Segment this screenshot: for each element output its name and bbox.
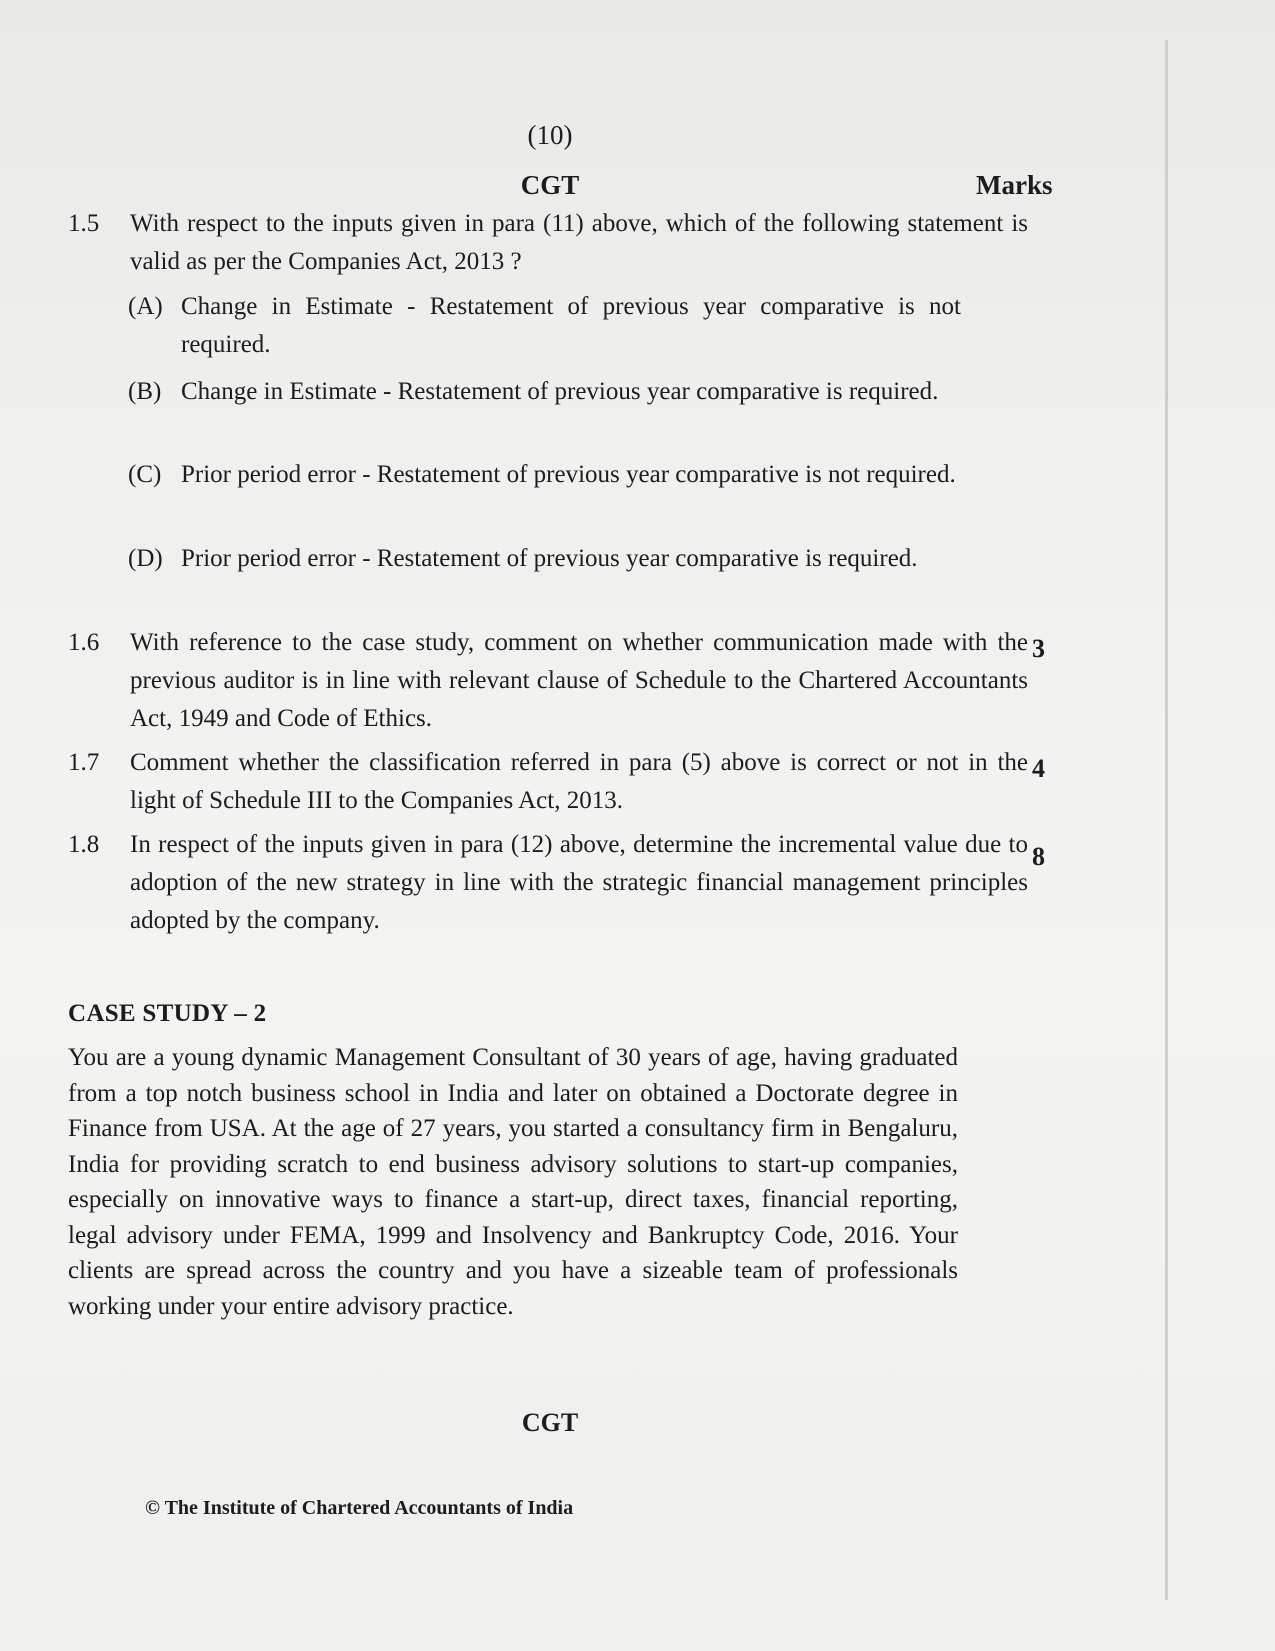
question-text: With respect to the inputs given in para (11) above, which of the following statement is valid as per the Companies Act, 2013 ? xyxy=(130,210,1028,275)
question-number: 1.7 xyxy=(68,749,100,776)
page-edge-shadow xyxy=(1165,40,1168,1600)
option-text: Change in Estimate - Restatement of previous year comparative is not required. xyxy=(181,293,961,358)
option-text: Prior period error - Restatement of previous year comparative is not required. xyxy=(181,461,956,488)
question-marks: 4 xyxy=(1032,754,1045,783)
question-number: 1.6 xyxy=(68,629,100,656)
page-number: (10) xyxy=(527,120,573,150)
paper-code-header: CGT xyxy=(520,170,580,200)
copyright-notice: © The Institute of Chartered Accountants of India xyxy=(145,1497,574,1519)
option-label: (D) xyxy=(128,545,163,572)
option-text: Prior period error - Restatement of previous year comparative is required. xyxy=(181,545,918,572)
question-number: 1.8 xyxy=(68,831,100,858)
marks-column-heading: Marks xyxy=(976,170,1053,200)
question-text: In respect of the inputs given in para (12) above, determine the incremental value due to adoption of the new strategy in line with the strategic financial management principles adopted by the company. xyxy=(130,831,1028,934)
question-marks: 3 xyxy=(1032,634,1045,663)
option-text: Change in Estimate - Restatement of previous year comparative is required. xyxy=(181,378,939,405)
question-number: 1.5 xyxy=(68,210,100,237)
case-study-paragraph: You are a young dynamic Management Consultant of 30 years of age, having graduated from a top notch business school in India and later on obtained a Doctorate degree in Finance from USA. At the age of 27 years, you started a consultancy firm in Bengaluru, India for providing scratch to end business advisory solutions to start-up companies, especially on innovative ways to finance a start-up, direct taxes, financial reporting, legal advisory under FEMA, 1999 and Insolvency and Bankruptcy Code, 2016. Your clients are spread across the country and you have a sizeable team of professionals working under your entire advisory practice. xyxy=(68,1044,958,1320)
question-text: With reference to the case study, comment on whether communication made with the previous auditor is in line with relevant clause of Schedule to the Chartered Accountants Act, 1949 and Code of Ethics. xyxy=(130,629,1028,732)
paper-code-footer: CGT xyxy=(521,1408,579,1437)
option-label: (B) xyxy=(128,378,162,405)
case-study-title: CASE STUDY – 2 xyxy=(68,1000,267,1027)
question-marks: 8 xyxy=(1032,842,1045,871)
option-label: (C) xyxy=(128,461,162,488)
option-label: (A) xyxy=(128,293,163,320)
question-text: Comment whether the classification referred in para (5) above is correct or not in the light of Schedule III to the Companies Act, 2013. xyxy=(130,749,1028,814)
